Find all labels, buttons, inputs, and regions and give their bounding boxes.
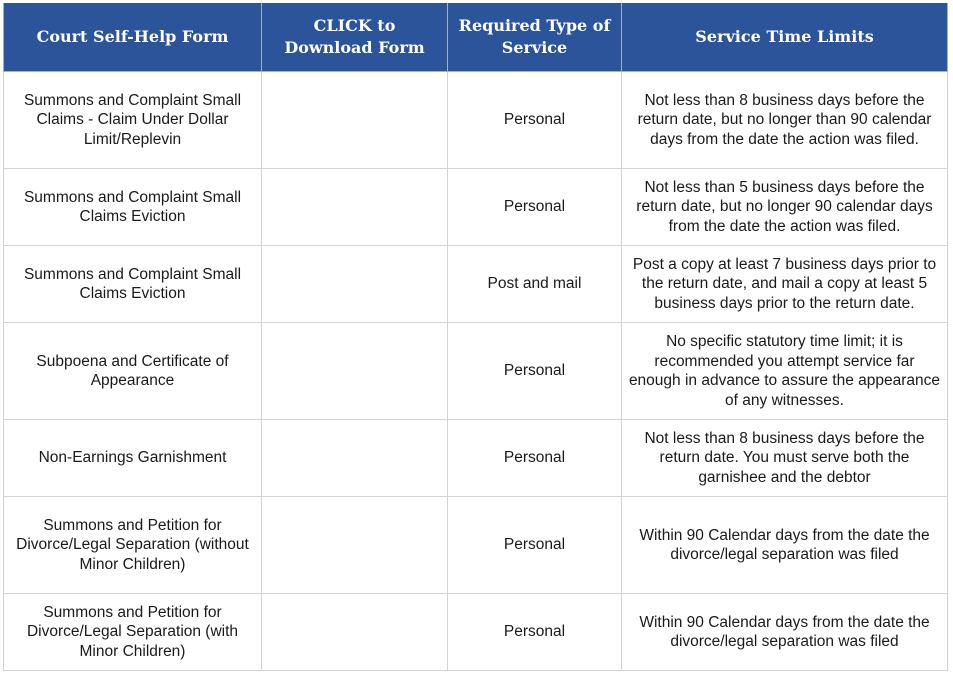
download-form-cell[interactable] bbox=[262, 246, 448, 323]
form-name-cell: Summons and Complaint Small Claims Eviction bbox=[4, 246, 262, 323]
header-row bbox=[4, 3, 948, 72]
form-name-cell: Summons and Petition for Divorce/Legal Separation (with Minor Children) bbox=[4, 594, 262, 671]
download-form-cell[interactable] bbox=[262, 594, 448, 671]
time-limit-cell: Not less than 8 business days before the return date, but no longer than 90 calendar days from the date the action was filed. bbox=[622, 72, 948, 169]
service-type-cell: Personal bbox=[448, 497, 622, 594]
service-type-cell: Personal bbox=[448, 323, 622, 420]
download-form-cell[interactable] bbox=[262, 420, 448, 497]
table-row bbox=[4, 323, 948, 420]
form-name-cell: Subpoena and Certificate of Appearance bbox=[4, 323, 262, 420]
time-limit-cell: Not less than 5 business days before the return date, but no longer 90 calendar days from the date the action was filed. bbox=[622, 169, 948, 246]
service-type-cell: Personal bbox=[448, 72, 622, 169]
header-download: CLICK to Download Form bbox=[262, 3, 448, 72]
time-limit-cell: Not less than 8 business days before the return date. You must serve both the garnishee and the debtor bbox=[622, 420, 948, 497]
header-time-limits: Service Time Limits bbox=[622, 3, 948, 72]
service-type-cell: Personal bbox=[448, 420, 622, 497]
download-form-cell[interactable] bbox=[262, 169, 448, 246]
service-type-cell: Personal bbox=[448, 594, 622, 671]
table-row bbox=[4, 246, 948, 323]
header-form: Court Self-Help Form bbox=[4, 3, 262, 72]
form-name-cell: Summons and Petition for Divorce/Legal Separation (without Minor Children) bbox=[4, 497, 262, 594]
form-name-cell: Non-Earnings Garnishment bbox=[4, 420, 262, 497]
table-row bbox=[4, 169, 948, 246]
table-row bbox=[4, 420, 948, 497]
download-form-cell[interactable] bbox=[262, 497, 448, 594]
form-name-cell: Summons and Complaint Small Claims Eviction bbox=[4, 169, 262, 246]
service-type-cell: Personal bbox=[448, 169, 622, 246]
table-row bbox=[4, 72, 948, 169]
service-type-cell: Post and mail bbox=[448, 246, 622, 323]
form-name-cell: Summons and Complaint Small Claims - Claim Under Dollar Limit/Replevin bbox=[4, 72, 262, 169]
time-limit-cell: Within 90 Calendar days from the date the divorce/legal separation was filed bbox=[622, 594, 948, 671]
table-row bbox=[4, 497, 948, 594]
time-limit-cell: Post a copy at least 7 business days prior to the return date, and mail a copy at least 5 business days prior to the return date. bbox=[622, 246, 948, 323]
download-form-cell[interactable] bbox=[262, 72, 448, 169]
service-requirements-table bbox=[3, 3, 948, 671]
download-form-cell[interactable] bbox=[262, 323, 448, 420]
table-row bbox=[4, 594, 948, 671]
time-limit-cell: Within 90 Calendar days from the date the divorce/legal separation was filed bbox=[622, 497, 948, 594]
time-limit-cell: No specific statutory time limit; it is recommended you attempt service far enough in advance to assure the appearance of any witnesses. bbox=[622, 323, 948, 420]
header-service-type: Required Type of Service bbox=[448, 3, 622, 72]
